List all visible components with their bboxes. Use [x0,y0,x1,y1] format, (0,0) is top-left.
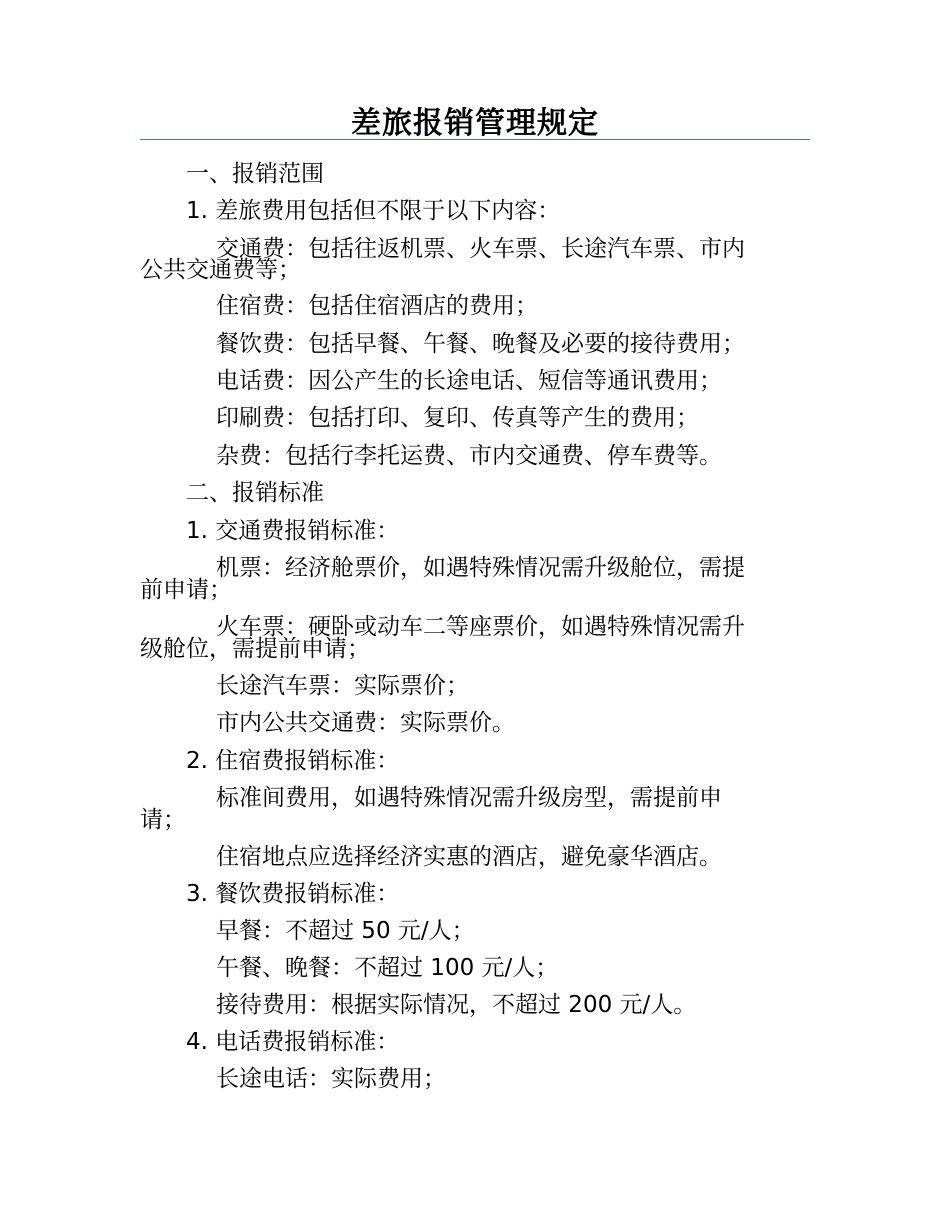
paragraph-line: 住宿地点应选择经济实惠的酒店，避免豪华酒店。 [216,844,722,870]
numbered-item: 1. 差旅费用包括但不限于以下内容： [186,198,561,224]
paragraph-continuation: 级舱位，需提前申请； [140,636,370,662]
numbered-item: 4. 电话费报销标准： [186,1029,400,1055]
paragraph-line: 电话费：因公产生的长途电话、短信等通讯费用； [216,368,722,394]
paragraph-continuation: 公共交通费等； [140,257,301,283]
paragraph-line: 机票：经济舱票价，如遇特殊情况需升级舱位，需提 [216,555,745,581]
paragraph-line: 火车票：硬卧或动车二等座票价，如遇特殊情况需升 [216,614,745,640]
paragraph-continuation: 前申请； [140,577,232,603]
numbered-item: 1. 交通费报销标准： [186,518,400,544]
paragraph-line: 市内公共交通费：实际票价。 [216,710,515,736]
section-heading: 一、报销范围 [186,161,324,187]
title-underline [140,139,810,140]
paragraph-line: 标准间费用，如遇特殊情况需升级房型，需提前申 [216,785,722,811]
paragraph-line: 杂费：包括行李托运费、市内交通费、停车费等。 [216,443,722,469]
paragraph-line: 住宿费：包括住宿酒店的费用； [216,293,538,319]
paragraph-line: 长途汽车票：实际票价； [216,673,469,699]
paragraph-line: 交通费：包括往返机票、火车票、长途汽车票、市内 [216,236,745,262]
paragraph-line: 午餐、晚餐：不超过 100 元/人； [216,955,559,981]
numbered-item: 3. 餐饮费报销标准： [186,881,400,907]
paragraph-line: 餐饮费：包括早餐、午餐、晚餐及必要的接待费用； [216,331,745,357]
paragraph-line: 长途电话：实际费用； [216,1066,446,1092]
paragraph-line: 早餐：不超过 50 元/人； [216,918,475,944]
numbered-item: 2. 住宿费报销标准： [186,748,400,774]
paragraph-line: 接待费用：根据实际情况，不超过 200 元/人。 [216,992,697,1018]
paragraph-continuation: 请； [140,807,186,833]
document-title: 差旅报销管理规定 [351,106,599,141]
section-heading: 二、报销标准 [186,480,324,506]
paragraph-line: 印刷费：包括打印、复印、传真等产生的费用； [216,405,699,431]
